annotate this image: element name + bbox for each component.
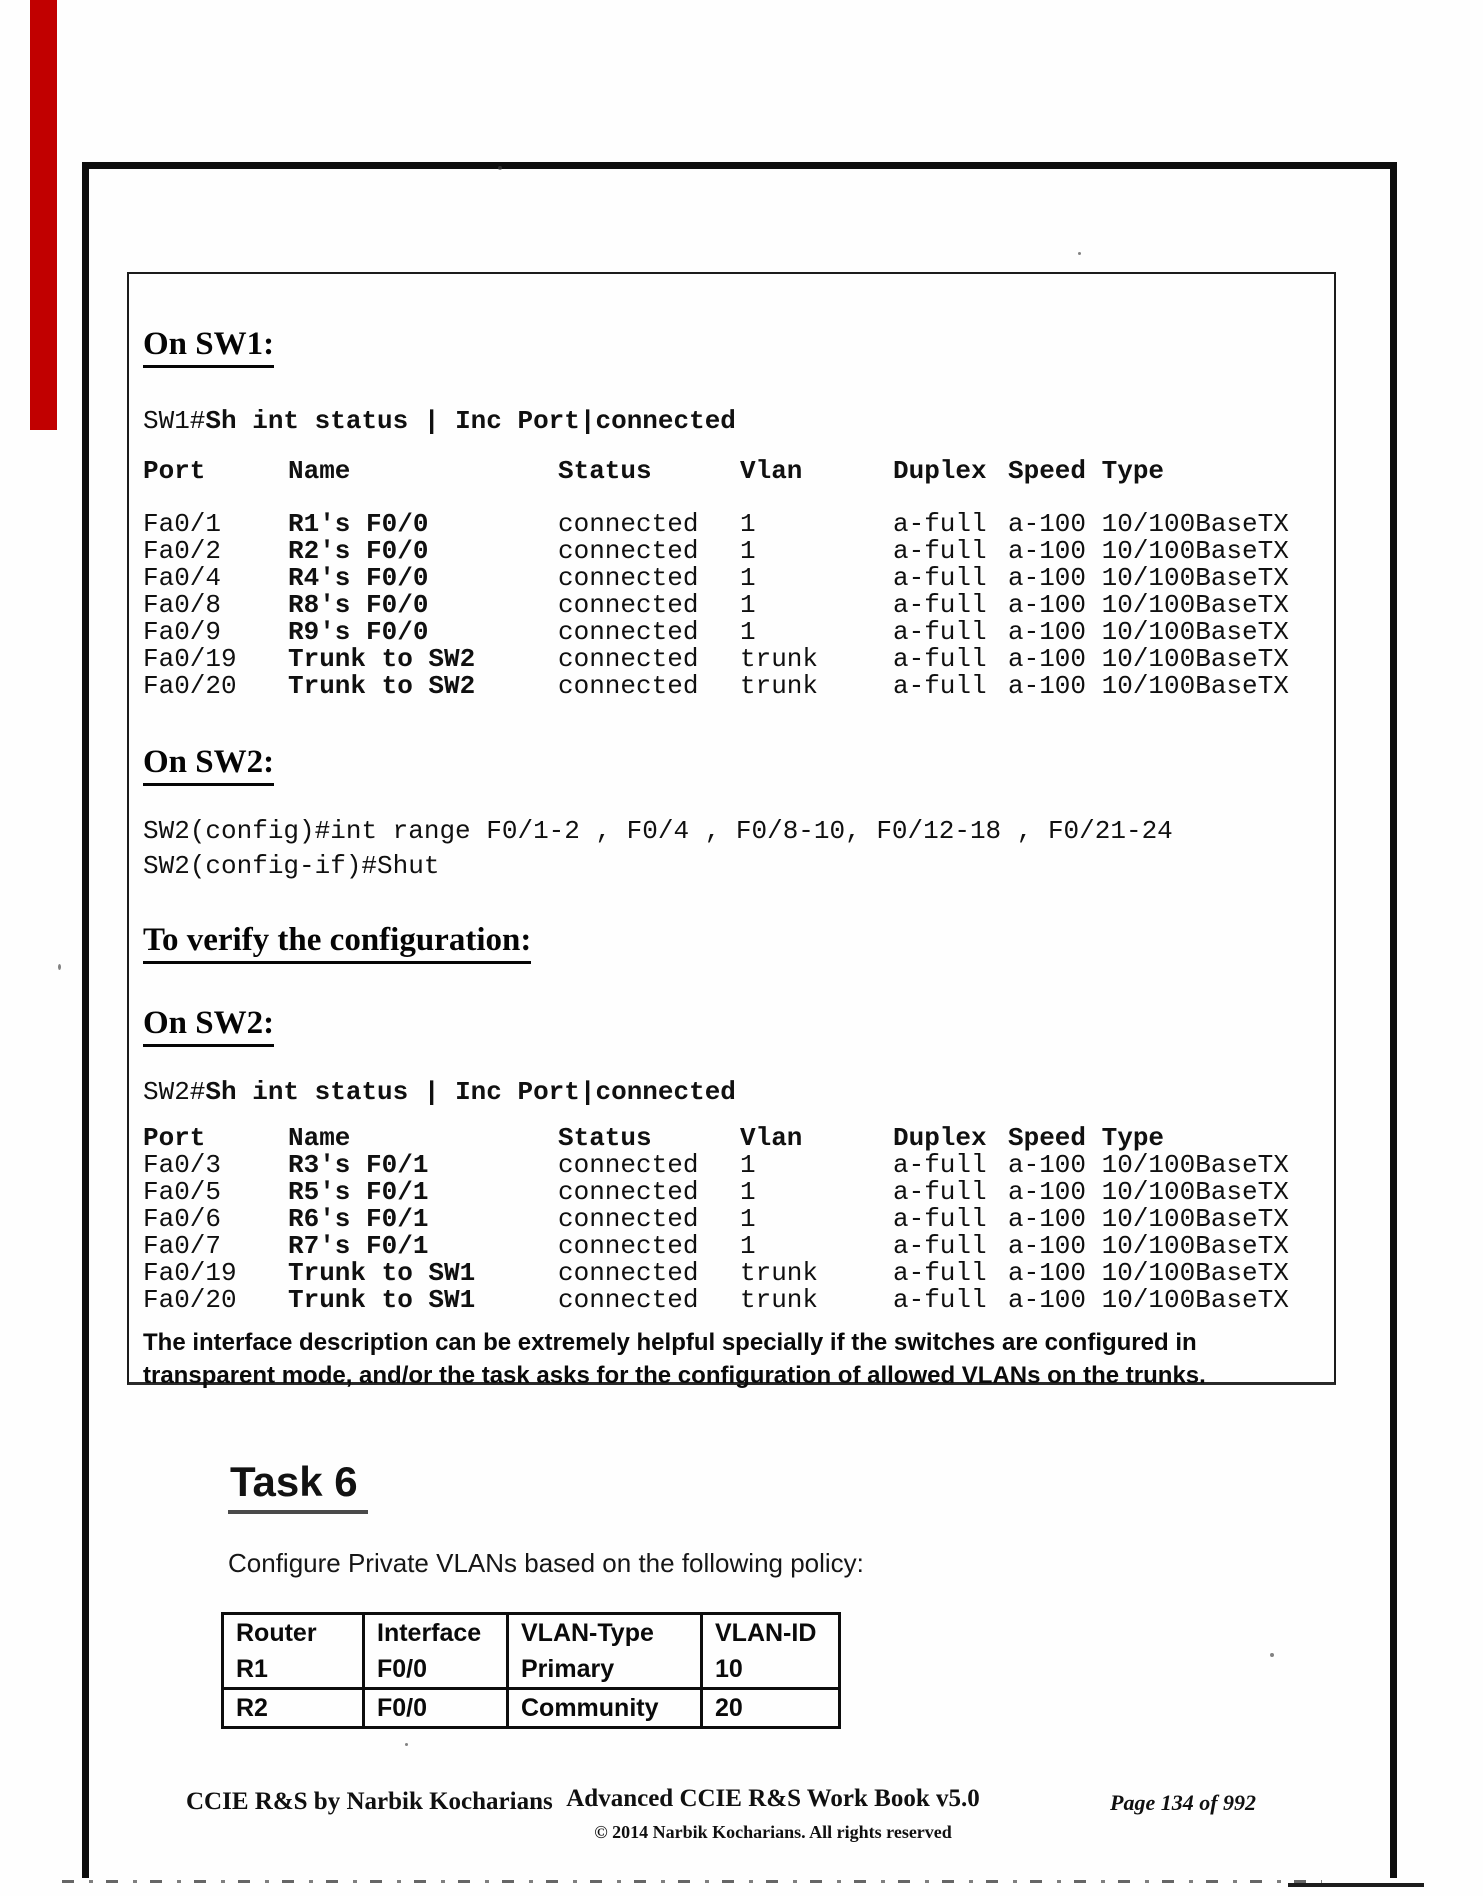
- policy-header-row-cell: VLAN-ID: [700, 1615, 838, 1651]
- console-data-row-cell: Fa0/9: [143, 616, 222, 647]
- scan-speck: [58, 964, 61, 970]
- policy-table-header: [224, 1615, 838, 1651]
- console-data-row: [143, 589, 1316, 620]
- console-data-row: [143, 616, 1316, 647]
- console-header-row-cell: Status: [558, 455, 652, 486]
- console-data-row-cell: Fa0/4: [143, 562, 222, 593]
- policy-data-row-cell: F0/0: [362, 1690, 506, 1726]
- heading-on-sw2-text: On SW2:: [143, 744, 274, 786]
- console-header-row-cell: Speed Type: [1008, 455, 1165, 486]
- console-data-row-cell: Fa0/5: [143, 1176, 222, 1207]
- console-data-row-cell: connected: [558, 616, 699, 647]
- policy-header-row-cell: Router: [236, 1618, 317, 1647]
- console-data-row-cell: a-100 10/100BaseTX: [1008, 1284, 1289, 1315]
- console-data-row-cell: a-full: [893, 1176, 987, 1207]
- console-data-row-cell: connected: [558, 508, 699, 539]
- console-data-row-cell: R8's F0/0: [288, 589, 429, 620]
- console-header-row: [143, 1122, 1316, 1153]
- heading-on-sw1: [143, 326, 1316, 368]
- console-data-row: [143, 1176, 1316, 1207]
- console-data-row: [143, 508, 1316, 539]
- console-data-row-cell: connected: [558, 1176, 699, 1207]
- policy-data-row-cell: F0/0: [362, 1651, 506, 1687]
- console-data-row: [143, 670, 1316, 701]
- policy-data-row-cell: Community: [506, 1690, 700, 1726]
- command-line-sw1: [143, 404, 1316, 438]
- note-text: [143, 1326, 1316, 1392]
- prompt-sw1: SW1#: [143, 405, 206, 436]
- heading-on-sw2-verify: [143, 1005, 1316, 1047]
- heading-on-sw2: [143, 744, 1316, 786]
- console-data-row-cell: connected: [558, 535, 699, 566]
- console-data-row-cell: a-100 10/100BaseTX: [1008, 1257, 1289, 1288]
- console-data-row-cell: R4's F0/0: [288, 562, 429, 593]
- console-data-row: [143, 1230, 1316, 1261]
- heading-verify-text: To verify the configuration:: [143, 922, 531, 964]
- console-data-row-cell: a-full: [893, 670, 987, 701]
- console-data-row-cell: Fa0/19: [143, 1257, 237, 1288]
- console-output-sw2: [143, 1122, 1316, 1315]
- console-data-row-cell: a-full: [893, 1230, 987, 1261]
- console-data-row-cell: 1: [740, 1149, 756, 1180]
- console-data-row-cell: a-full: [893, 643, 987, 674]
- heading-on-sw1-text: On SW1:: [143, 326, 274, 368]
- console-data-row-cell: connected: [558, 589, 699, 620]
- command-line-sw2: [143, 1075, 1316, 1109]
- console-header-row-cell: Name: [288, 455, 351, 486]
- scan-speck: [405, 1743, 408, 1746]
- policy-data-row-cell: 10: [700, 1651, 838, 1687]
- console-data-row-cell: connected: [558, 1230, 699, 1261]
- console-header-row-cell: Port: [143, 1122, 206, 1153]
- console-data-row-cell: 1: [740, 535, 756, 566]
- console-data-row-cell: R6's F0/1: [288, 1203, 429, 1234]
- console-header-row-cell: Name: [288, 1122, 351, 1153]
- console-data-row-cell: a-full: [893, 1257, 987, 1288]
- red-scan-bar: [30, 0, 57, 430]
- scan-speck: [1270, 1653, 1274, 1657]
- console-data-row-cell: Fa0/2: [143, 535, 222, 566]
- console-header-row-cell: Status: [558, 1122, 652, 1153]
- console-data-row: [143, 1257, 1316, 1288]
- console-data-row: [143, 1203, 1316, 1234]
- console-data-row-cell: a-100 10/100BaseTX: [1008, 616, 1289, 647]
- console-data-row-cell: a-full: [893, 1203, 987, 1234]
- console-data-row-cell: Fa0/1: [143, 508, 222, 539]
- policy-header-row-cell: Interface: [362, 1615, 506, 1651]
- console-data-row: [143, 1284, 1316, 1315]
- console-data-row-cell: a-full: [893, 1284, 987, 1315]
- console-data-row-cell: a-full: [893, 535, 987, 566]
- console-data-row-cell: a-100 10/100BaseTX: [1008, 1203, 1289, 1234]
- console-header-row-cell: Duplex: [893, 455, 987, 486]
- console-data-row-cell: 1: [740, 1203, 756, 1234]
- policy-data-row: [224, 1687, 838, 1726]
- console-data-row-cell: a-full: [893, 589, 987, 620]
- console-data-row-cell: a-100 10/100BaseTX: [1008, 1176, 1289, 1207]
- console-data-row-cell: 1: [740, 589, 756, 620]
- command-int-range: int range F0/1-2 , F0/4 , F0/8-10, F0/12-18 , F0/21-24: [330, 815, 1173, 846]
- command-text-sw2: Sh int status | Inc Port|connected: [205, 1076, 736, 1107]
- console-data-row-cell: 1: [740, 616, 756, 647]
- command-text-sw1: Sh int status | Inc Port|connected: [205, 405, 736, 436]
- console-data-row-cell: a-100 10/100BaseTX: [1008, 643, 1289, 674]
- heading-verify: [143, 922, 1316, 964]
- command-shut: Shut: [377, 850, 440, 881]
- console-data-row-cell: R2's F0/0: [288, 535, 429, 566]
- console-data-row-cell: a-100 10/100BaseTX: [1008, 535, 1289, 566]
- console-header-row: [143, 455, 1316, 486]
- policy-header-row-cell: VLAN-Type: [506, 1615, 700, 1651]
- console-data-row-cell: connected: [558, 1203, 699, 1234]
- console-header-row-cell: Vlan: [740, 455, 803, 486]
- console-data-row-cell: trunk: [740, 1284, 819, 1315]
- policy-data-row: [224, 1651, 838, 1687]
- console-data-row-cell: R3's F0/1: [288, 1149, 429, 1180]
- console-data-row-cell: connected: [558, 1149, 699, 1180]
- console-data-row-cell: Fa0/20: [143, 1284, 237, 1315]
- console-data-row-cell: 1: [740, 508, 756, 539]
- console-data-row-cell: 1: [740, 1176, 756, 1207]
- console-content-box: [127, 272, 1336, 1389]
- console-data-row-cell: a-100 10/100BaseTX: [1008, 508, 1289, 539]
- policy-table: [221, 1612, 841, 1729]
- console-data-row-cell: a-100 10/100BaseTX: [1008, 589, 1289, 620]
- console-data-row-cell: Fa0/19: [143, 643, 237, 674]
- console-data-row-cell: Trunk to SW2: [288, 643, 476, 674]
- console-header-row-cell: Duplex: [893, 1122, 987, 1153]
- console-data-row-cell: connected: [558, 1284, 699, 1315]
- prompt-sw2: SW2#: [143, 1076, 206, 1107]
- policy-data-row-cell: Primary: [506, 1651, 700, 1687]
- bottom-scan-noise-segment: [1288, 1883, 1424, 1887]
- policy-header-row: [224, 1615, 838, 1651]
- console-data-row-cell: Fa0/7: [143, 1230, 222, 1261]
- console-data-row-cell: trunk: [740, 1257, 819, 1288]
- console-output-sw1: [143, 455, 1316, 701]
- policy-data-row-cell: R2: [236, 1693, 268, 1722]
- console-data-row-cell: 1: [740, 562, 756, 593]
- console-data-row-cell: Fa0/8: [143, 589, 222, 620]
- prompt-sw2-config: SW2(config)#: [143, 815, 331, 846]
- console2-header: [143, 1122, 1316, 1153]
- footer-author: CCIE R&S by Narbik Kocharians: [186, 1788, 553, 1815]
- console-header-row-cell: Speed Type: [1008, 1122, 1165, 1153]
- console-data-row-cell: Trunk to SW2: [288, 670, 476, 701]
- console-data-row-cell: Trunk to SW1: [288, 1284, 476, 1315]
- console-data-row-cell: R9's F0/0: [288, 616, 429, 647]
- console-data-row-cell: Trunk to SW1: [288, 1257, 476, 1288]
- console-data-row-cell: 1: [740, 1230, 756, 1261]
- footer-page-number: Page 134 of 992: [1110, 1790, 1257, 1815]
- scan-speck: [1078, 252, 1081, 255]
- console-data-row-cell: Fa0/20: [143, 670, 237, 701]
- note-line-1: The interface description can be extremely helpful specially if the switches are configured in: [143, 1328, 1197, 1356]
- note-line-2: transparent mode, and/or the task asks for the configuration of allowed VLANs on the trunks.: [143, 1361, 1206, 1389]
- console1-header: [143, 455, 1316, 486]
- console-data-row-cell: connected: [558, 643, 699, 674]
- console-data-row-cell: Fa0/6: [143, 1203, 222, 1234]
- task-intro: Configure Private VLANs based on the following policy:: [228, 1548, 864, 1578]
- console-data-row-cell: a-full: [893, 616, 987, 647]
- console-data-row: [143, 643, 1316, 674]
- console-data-row-cell: connected: [558, 670, 699, 701]
- console-data-row-cell: R7's F0/1: [288, 1230, 429, 1261]
- console-data-row-cell: a-100 10/100BaseTX: [1008, 670, 1289, 701]
- footer-book-title: Advanced CCIE R&S Work Book v5.0: [566, 1785, 980, 1812]
- policy-data-row-cell: 20: [700, 1690, 838, 1726]
- policy-table-body: [224, 1651, 838, 1726]
- config-commands-sw2: [143, 814, 1316, 884]
- console-data-row-cell: a-full: [893, 562, 987, 593]
- console-data-row-cell: a-100 10/100BaseTX: [1008, 562, 1289, 593]
- console-header-row-cell: Vlan: [740, 1122, 803, 1153]
- console-data-row: [143, 535, 1316, 566]
- console-data-row-cell: connected: [558, 562, 699, 593]
- console-data-row-cell: Fa0/3: [143, 1149, 222, 1180]
- console-data-row-cell: R1's F0/0: [288, 508, 429, 539]
- console-data-row: [143, 1149, 1316, 1180]
- bottom-scan-noise: [62, 1880, 1322, 1883]
- console-data-row-cell: a-100 10/100BaseTX: [1008, 1230, 1289, 1261]
- scan-speck: [498, 166, 502, 170]
- console-data-row-cell: R5's F0/1: [288, 1176, 429, 1207]
- console-data-row-cell: trunk: [740, 643, 819, 674]
- console2-body: [143, 1149, 1316, 1315]
- prompt-sw2-config-if: SW2(config-if)#: [143, 850, 378, 881]
- heading-on-sw2-verify-text: On SW2:: [143, 1005, 274, 1047]
- console-header-row-cell: Port: [143, 455, 206, 486]
- console-data-row-cell: a-full: [893, 1149, 987, 1180]
- console-data-row-cell: a-100 10/100BaseTX: [1008, 1149, 1289, 1180]
- console-data-row-cell: a-full: [893, 508, 987, 539]
- console-data-row-cell: trunk: [740, 670, 819, 701]
- console-data-row: [143, 562, 1316, 593]
- task-title: Task 6: [228, 1458, 368, 1514]
- policy-data-row-cell: R1: [236, 1654, 268, 1683]
- console1-body: [143, 508, 1316, 701]
- console-data-row-cell: connected: [558, 1257, 699, 1288]
- footer-copyright: © 2014 Narbik Kocharians. All rights reserved: [594, 1822, 952, 1842]
